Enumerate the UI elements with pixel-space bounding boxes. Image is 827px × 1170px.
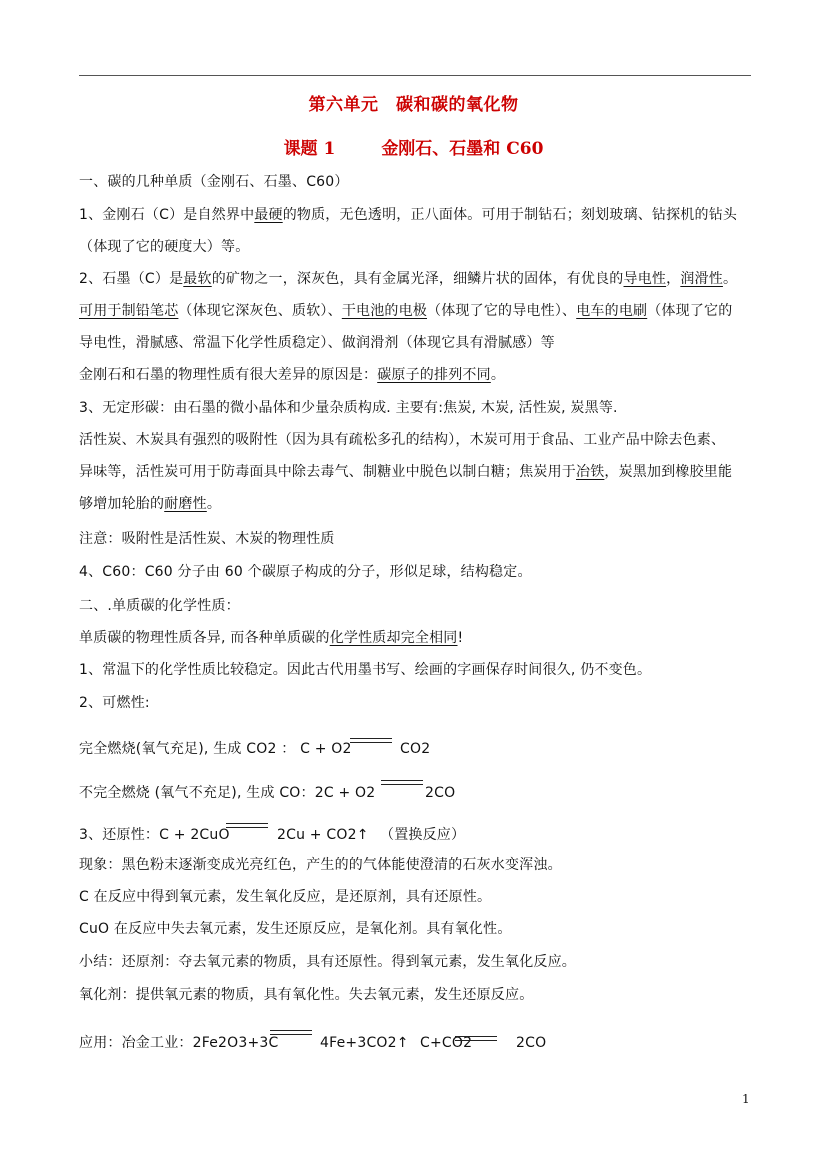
paragraph-line: 异味等，活性炭可用于防毒面具中除去毒气、制糖业中脱色以制白糖；焦炭用于冶铁，炭黑加到橡胶里能 — [79, 464, 733, 480]
paragraph-line: 2、可燃性: — [79, 695, 150, 711]
equation-metallurgy: 应用：冶金工业：2Fe2O3+3C — [79, 1035, 279, 1051]
equation-product: 4Fe+3CO2↑ — [320, 1035, 409, 1051]
page-number: 1 — [742, 1092, 750, 1106]
underlined-term: 耐磨性 — [164, 496, 207, 512]
note-line: 注意：吸附性是活性炭、木炭的物理性质 — [79, 531, 335, 547]
underlined-term: 导电性 — [623, 271, 667, 287]
underlined-term: 干电池的电极 — [341, 303, 428, 319]
underlined-term: 最软 — [183, 271, 212, 287]
paragraph-line: 3、无定形碳：由石墨的微小晶体和少量杂质构成. 主要有:焦炭, 木炭, 活性炭, 炭黑等. — [79, 400, 618, 416]
paragraph-line: 可用于制铅笔芯（体现它深灰色、质软）、干电池的电极（体现了它的导电性）、电车的电刷（体现了它的 — [79, 303, 733, 319]
paragraph-line: 够增加轮胎的耐磨性。 — [79, 496, 222, 512]
equation-incomplete-combustion: 不完全燃烧 (氧气不充足), 生成 CO：2C + O2 — [79, 785, 376, 801]
underlined-term: 电车的电刷 — [576, 303, 648, 319]
section-heading-1: 一、碳的几种单质（金刚石、石墨、C60） — [79, 174, 349, 190]
paragraph-line: 1、常温下的化学性质比较稳定。因此古代用墨书写、绘画的字画保存时间很久, 仍不变色。 — [79, 662, 652, 678]
paragraph-line: 活性炭、木炭具有强烈的吸附性（因为具有疏松多孔的结构），木炭可用于食品、工业产品中除去色素、 — [79, 432, 726, 448]
equation-reactants: C+CO2 — [420, 1035, 473, 1051]
summary-line: 小结：还原剂：夺去氧元素的物质，具有还原性。得到氧元素，发生氧化反应。 — [79, 954, 576, 970]
header-rule — [79, 75, 751, 76]
underlined-term: 化学性质却完全相同 — [329, 630, 458, 646]
equation-equals-sign — [226, 823, 268, 828]
equation-equals-sign — [270, 1030, 312, 1035]
equation-product: 2CO — [516, 1035, 547, 1051]
equation-equals-sign — [381, 780, 423, 785]
paragraph-line: 金刚石和石墨的物理性质有很大差异的原因是：碳原子的排列不同。 — [79, 367, 506, 383]
equation-reduction: 3、还原性：C + 2CuO — [79, 827, 230, 843]
equation-equals-sign — [455, 1036, 497, 1041]
paragraph-line: CuO 在反应中失去氧元素，发生还原反应，是氧化剂。具有氧化性。 — [79, 921, 512, 937]
summary-line: 氧化剂：提供氧元素的物质，具有氧化性。失去氧元素，发生还原反应。 — [79, 987, 534, 1003]
paragraph-line: 1、金刚石（C）是自然界中最硬的物质，无色透明，正八面体。可用于制钻石；刻划玻璃、钻探机的钻头 — [79, 207, 738, 223]
paragraph-line: 单质碳的物理性质各异, 而各种单质碳的化学性质却完全相同! — [79, 630, 464, 646]
equation-product: 2Cu + CO2↑ — [277, 827, 369, 843]
underlined-term: 最硬 — [254, 207, 283, 223]
equation-note: （置换反应） — [380, 827, 466, 843]
section-heading-2: 二、.单质碳的化学性质： — [79, 598, 240, 614]
paragraph-line: C 在反应中得到氧元素，发生氧化反应，是还原剂，具有还原性。 — [79, 889, 492, 905]
equation-complete-combustion: 完全燃烧(氧气充足), 生成 CO2 ： C + O2 — [79, 741, 352, 757]
lesson-label: 课题 1 — [283, 139, 336, 159]
equation-equals-sign — [350, 738, 392, 743]
equation-product: CO2 — [400, 741, 431, 757]
underlined-term: 润滑性 — [680, 271, 723, 287]
equation-product: 2CO — [425, 785, 456, 801]
underlined-term: 冶铁 — [576, 464, 605, 480]
paragraph-line: （体现了它的硬度大）等。 — [79, 239, 250, 255]
lesson-name: 金刚石、石墨和 C60 — [381, 139, 544, 159]
underlined-term: 碳原子的排列不同 — [377, 367, 491, 383]
paragraph-line: 导电性，滑腻感、常温下化学性质稳定）、做润滑剂（体现它具有滑腻感）等 — [79, 335, 555, 351]
paragraph-line: 2、石墨（C）是最软的矿物之一，深灰色，具有金属光泽，细鳞片状的固体，有优良的导电性，润滑性。 — [79, 271, 738, 287]
paragraph-line: 现象：黑色粉末逐渐变成光亮红色，产生的的气体能使澄清的石灰水变浑浊。 — [79, 857, 562, 873]
paragraph-line: 4、C60：C60 分子由 60 个碳原子构成的分子，形似足球，结构稳定。 — [79, 564, 532, 580]
lesson-title — [0, 134, 827, 159]
underlined-term: 可用于制铅笔芯 — [79, 303, 179, 319]
unit-title: 第六单元 碳和碳的氧化物 — [308, 95, 519, 115]
